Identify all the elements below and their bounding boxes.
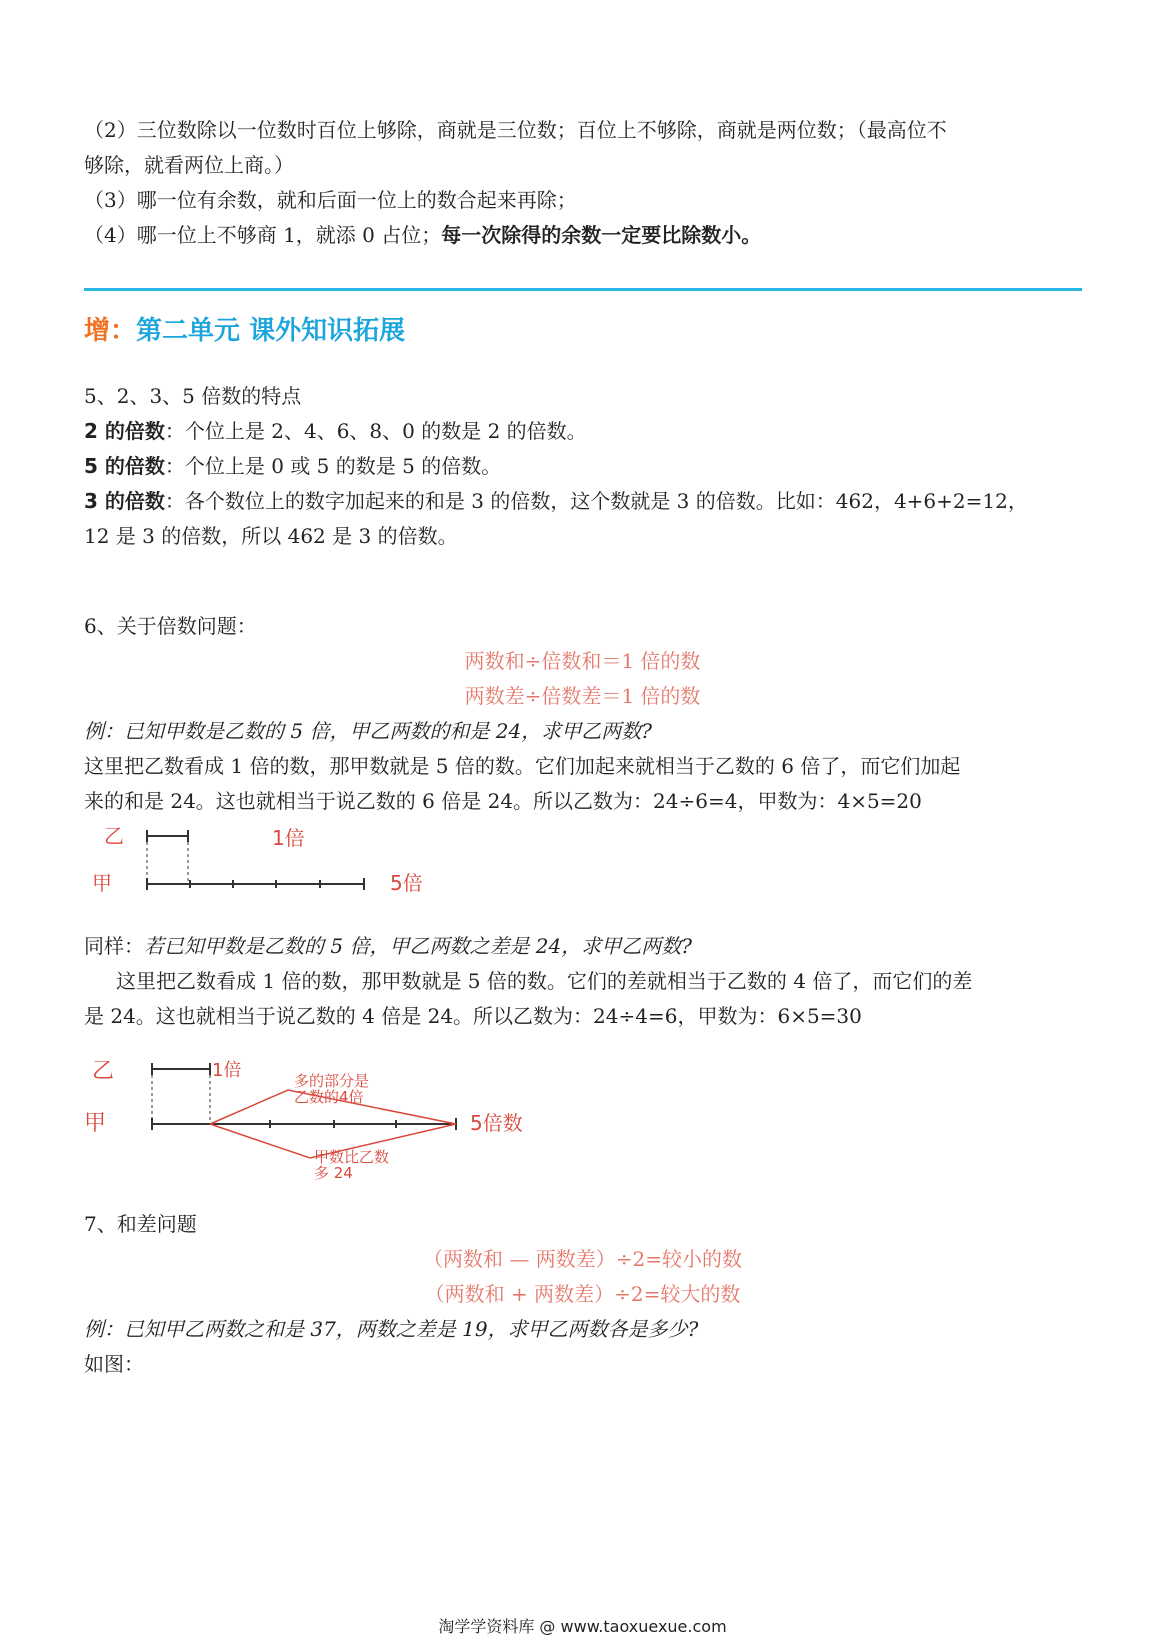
s6-example: 例：已知甲数是乙数的 5 倍，甲乙两数的和是 24，求甲乙两数? [84,719,652,743]
difference-multiple-diagram [84,1050,564,1190]
s7-example: 例：已知甲乙两数之和是 37，两数之差是 19，求甲乙两数各是多少? [84,1317,699,1341]
s5-heading: 5、2、3、5 倍数的特点 [84,384,302,408]
s5-five [84,452,1084,480]
d2-more-part-line-2: 乙数的4倍 [294,1088,364,1106]
s5-three-line-2: 12 是 3 的倍数，所以 462 是 3 的倍数。 [84,524,458,548]
s7-heading: 7、和差问题 [84,1212,197,1236]
rule-4-text: （4）哪一位上不够商 1，就添 0 占位； [84,223,442,247]
s6-same-question: 若已知甲数是乙数的 5 倍，甲乙两数之差是 24，求甲乙两数? [144,934,692,958]
s5-two-text: ：个位上是 2、4、6、8、0 的数是 2 的倍数。 [164,419,587,443]
footer-watermark: 淘学学资料库 @ www.taoxuexue.com [438,1617,727,1636]
d1-yi-label: 乙 [104,824,124,848]
d2-more-part-line-1: 多的部分是 [294,1072,370,1090]
rule-2-line-1: （2）三位数除以一位数时百位上够除，商就是三位数；百位上不够除，商就是两位数；（最高位不 [84,118,947,142]
d1-five-times-label: 5倍 [390,871,423,895]
s6-explanation-1: 这里把乙数看成 1 倍的数，那甲数就是 5 倍的数。它们加起来就相当于乙数的 6 倍了，而它们加起 [84,754,961,778]
d2-one-times-label: 1倍 [212,1060,242,1081]
section-title [84,313,405,349]
s5-three [84,487,1084,515]
rule-4 [84,221,1084,249]
s5-three-text: ：各个数位上的数字加起来的和是 3 的倍数，这个数就是 3 的倍数。比如：462，4+6+2=12， [164,489,1028,513]
rule-2-line-2: 够除，就看两位上商。） [84,153,294,177]
d2-diff-line-1: 甲数比乙数 [314,1148,390,1166]
d2-jia-label: 甲 [84,1111,107,1136]
d1-jia-label: 甲 [92,871,112,895]
s5-two-label: 2 的倍数 [84,419,165,443]
d2-five-times-label: 5倍数 [470,1111,523,1135]
section-prefix: 增： [84,316,137,346]
section-title-text: 第二单元 课外知识拓展 [136,316,406,346]
s5-five-text: ：个位上是 0 或 5 的数是 5 的倍数。 [164,454,502,478]
d2-diff-line-2: 多 24 [314,1164,353,1182]
s5-two [84,417,1084,445]
rule-3: （3）哪一位有余数，就和后面一位上的数合起来再除； [84,188,577,212]
section-divider [84,288,1082,291]
s6-heading: 6、关于倍数问题： [84,614,257,638]
s6-same-label: 同样： [84,934,144,958]
s7-formula-smaller: （两数和 — 两数差）÷2=较小的数 [423,1247,742,1271]
s5-five-label: 5 的倍数 [84,454,165,478]
d1-one-times-label: 1倍 [272,826,305,850]
s6-same-line [84,932,1084,960]
rule-4-emphasis: 每一次除得的余数一定要比除数小。 [441,223,762,247]
d2-yi-label: 乙 [92,1059,115,1084]
s6-formula-diff: 两数差÷倍数差＝1 倍的数 [464,684,701,708]
s6-explanation-2: 来的和是 24。这也就相当于说乙数的 6 倍是 24。所以乙数为：24÷6=4，甲数为：4×5=20 [84,789,922,813]
s7-formula-larger: （两数和 + 两数差）÷2=较大的数 [424,1282,741,1306]
s6-explanation-4: 是 24。这也就相当于说乙数的 4 倍是 24。所以乙数为：24÷4=6，甲数为：6×5=30 [84,1004,862,1028]
sum-multiple-diagram [84,818,464,918]
s6-formula-sum: 两数和÷倍数和＝1 倍的数 [464,649,701,673]
s5-three-label: 3 的倍数 [84,489,165,513]
s6-explanation-3: 这里把乙数看成 1 倍的数，那甲数就是 5 倍的数。它们的差就相当于乙数的 4 倍了，而它们的差 [116,969,973,993]
s7-see-figure: 如图： [84,1352,144,1376]
